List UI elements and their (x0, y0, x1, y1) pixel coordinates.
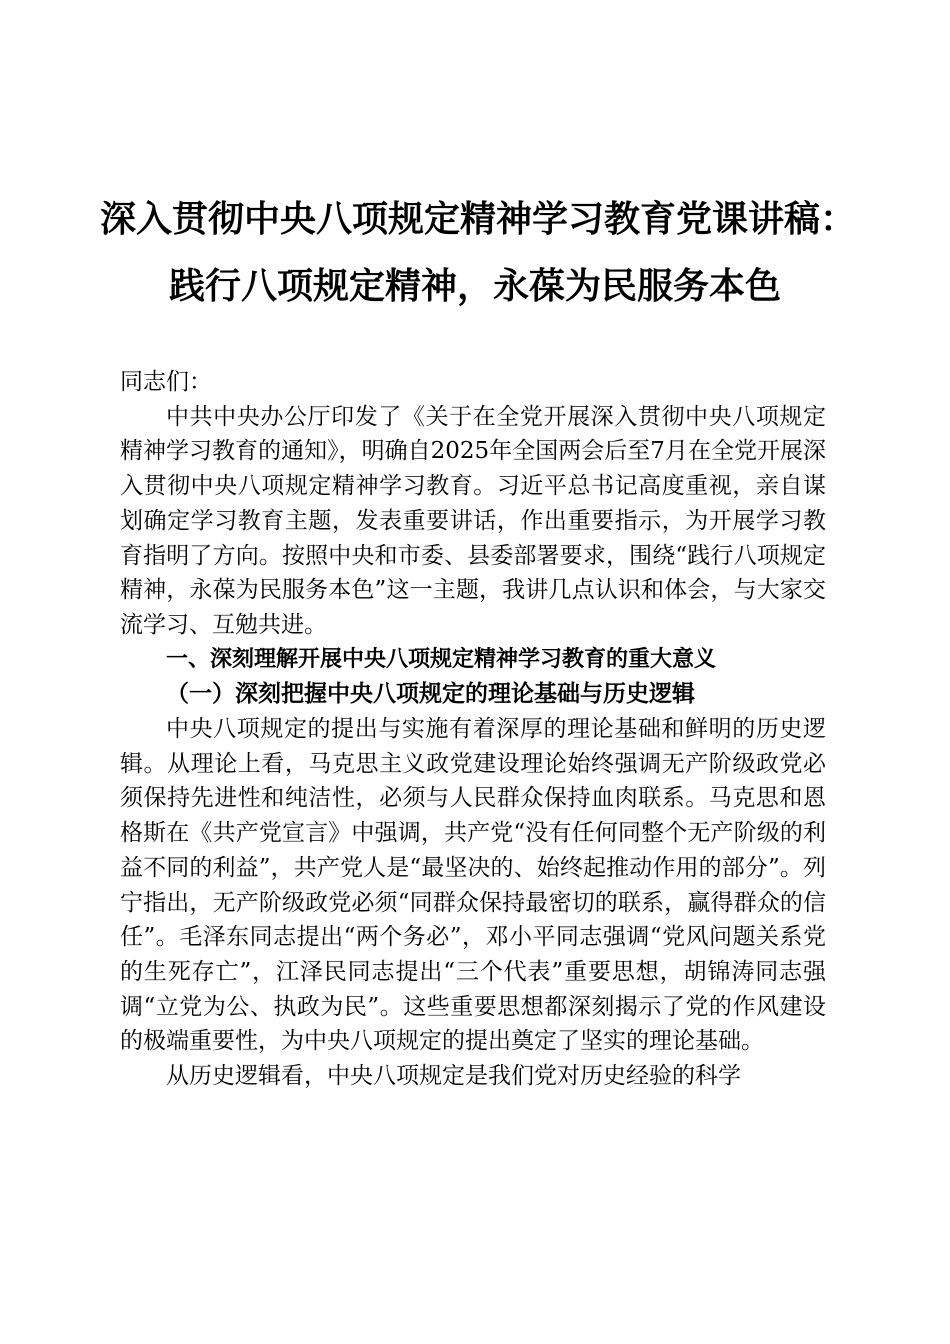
document-title-line-2: 践行八项规定精神，永葆为民服务本色 (168, 266, 781, 307)
body-paragraph: 从历史逻辑看，中央八项规定是我们党对历史经验的科学 (166, 1063, 741, 1090)
salutation: 同志们： (120, 369, 212, 395)
body-paragraph: 中央八项规定的提出与实施有着深厚的理论基础和鲜明的历史逻辑。从理论上看，马克思主义政党建设理论始终强调无产阶级政党必须保持先进性和纯洁性，必须与人民群众保持血肉联系。马克思和恩格斯在《共产党宣言》中强调，共产党“没有任何同整个无产阶级的利益不同的利益”，共产党人是“最坚决的、始终起推动作用的部分”。列宁指出，无产阶级政党必须“同群众保持最密切的联系，赢得群众的信任”。毛泽东同志提出“两个务必”，邓小平同志强调“党风问题关系党的生死存亡”，江泽民同志提出“三个代表”重要思想，胡锦涛同志强调“立党为公、执政为民”。这些重要思想都深刻揭示了党的作风建设的极端重要性，为中央八项规定的提出奠定了坚实的理论基础。 (120, 716, 826, 1055)
subsection-heading: （一）深刻把握中央八项规定的理论基础与历史逻辑 (166, 680, 695, 708)
intro-paragraph: 中共中央办公厅印发了《关于在全党开展深入贯彻中央八项规定精神学习教育的通知》，明确自2025年全国两会后至7月在全党开展深入贯彻中央八项规定精神学习教育。习近平总书记高度重视，亲自谋划确定学习教育主题，发表重要讲话，作出重要指示，为开展学习教育指明了方向。按照中央和市委、县委部署要求，围绕“践行八项规定精神，永葆为民服务本色”这一主题，我讲几点认识和体会，与大家交流学习、互勉共进。 (120, 403, 826, 638)
section-heading: 一、深刻理解开展中央八项规定精神学习教育的重大意义 (166, 646, 717, 672)
document-title-line-1: 深入贯彻中央八项规定精神学习教育党课讲稿： (100, 199, 857, 240)
document-body (120, 365, 826, 1094)
